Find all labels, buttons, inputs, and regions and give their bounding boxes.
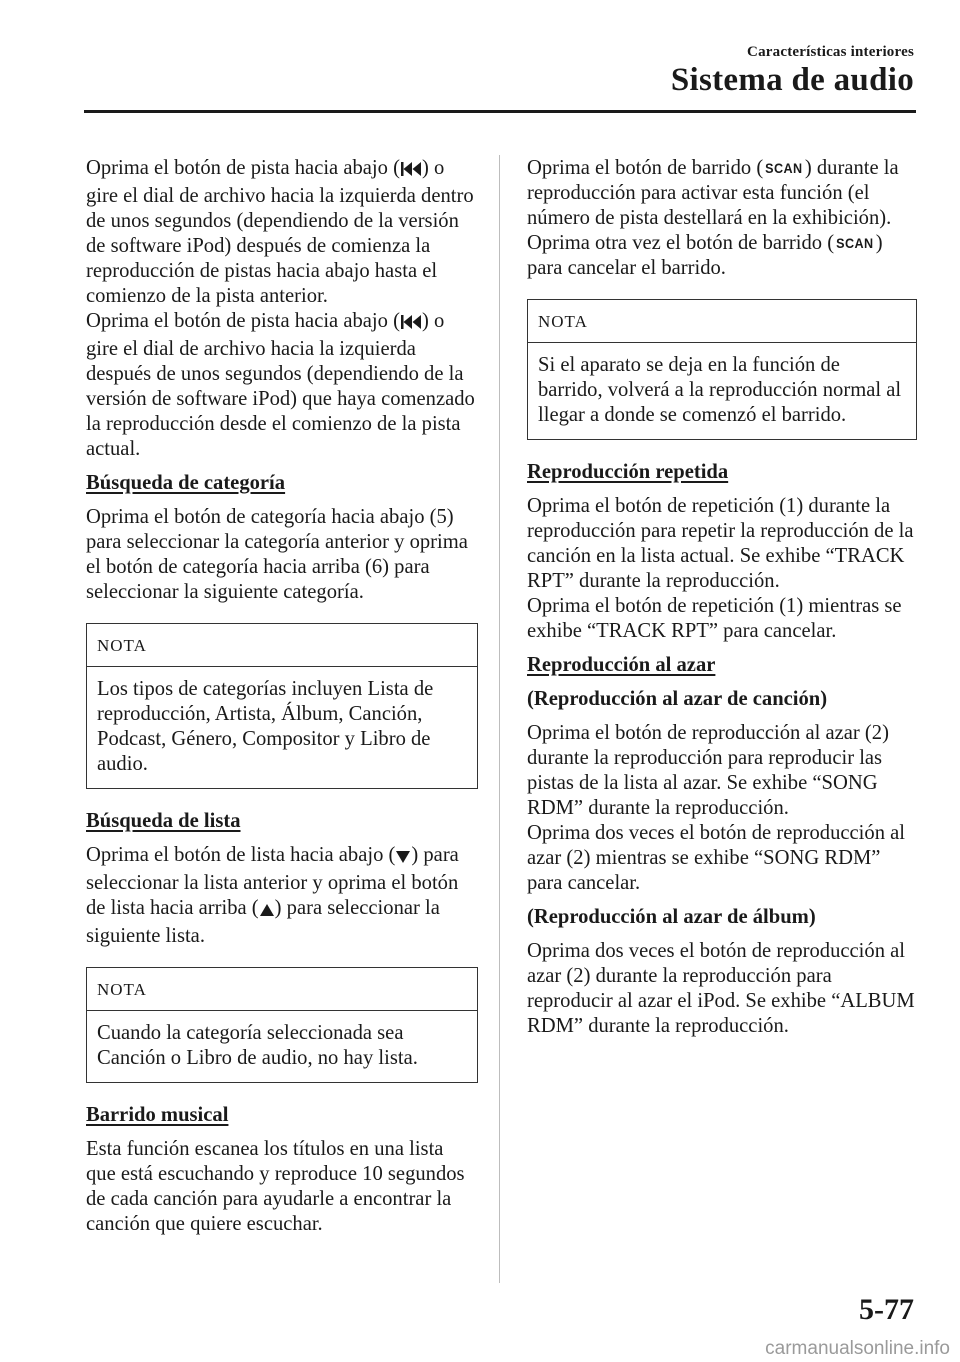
right-column xyxy=(527,156,917,1048)
left-column xyxy=(86,156,478,1246)
paragraph-previous-track: Oprima el botón de pista hacia abajo ( ) o gire el dial de archivo hacia la izquierda dentro de unos segundos (dependiendo de la versión de software iPod) después de comienza la reproducción de pistas hacia abajo hasta el comienzo de la pista anterior. xyxy=(86,157,474,307)
paragraph-random-song-2: Oprima dos veces el botón de reproducción al azar (2) mientras se exhibe “SONG RDM” para cancelar. xyxy=(527,822,905,894)
note-label: NOTA xyxy=(87,624,477,667)
paragraph-scan-button: Oprima el botón de barrido ( SCAN ) durante la reproducción para activar esta función (el número de pista destellará en la exhibición). Oprima otra vez el botón de barrido ( SCAN ) para cancelar el barrido. xyxy=(527,157,899,279)
note-box-scan xyxy=(527,299,917,440)
header-rule xyxy=(84,110,916,113)
triangle-up-icon xyxy=(259,899,275,924)
subheading-random-song: (Reproducción al azar de canción) xyxy=(527,688,828,710)
note-label: NOTA xyxy=(528,300,916,343)
watermark: carmanualsonline.info xyxy=(765,1338,950,1359)
paragraph-random-album: Oprima dos veces el botón de reproducción al azar (2) durante la reproducción para reproducir al azar el iPod. Se exhibe “ALBUM RDM” durante la reproducción. xyxy=(527,940,915,1037)
note-text: Los tipos de categorías incluyen Lista de reproducción, Artista, Álbum, Canción, Podcast, Género, Compositor y Libro de audio. xyxy=(97,678,434,775)
paragraph-category-search: Oprima el botón de categoría hacia abajo (5) para seleccionar la categoría anterior y oprima el botón de categoría hacia arriba (6) para seleccionar la siguiente categoría. xyxy=(86,506,468,603)
note-text: Cuando la categoría seleccionada sea Canción o Libro de audio, no hay lista. xyxy=(97,1022,418,1069)
paragraph-restart-track: Oprima el botón de pista hacia abajo ( ) o gire el dial de archivo hacia la izquierda después de unos segundos (dependiendo de la versión de software iPod) que haya comenzado la reproducción desde el comienzo de la pista actual. xyxy=(86,310,475,460)
note-box-list xyxy=(86,967,478,1083)
page-number: 5-77 xyxy=(859,1293,914,1326)
page-title: Sistema de audio xyxy=(670,62,914,98)
heading-repeat-play: Reproducción repetida xyxy=(527,461,729,483)
scan-icon: SCAN xyxy=(765,160,803,176)
heading-list-search: Búsqueda de lista xyxy=(86,810,241,832)
track-down-icon xyxy=(400,312,422,337)
section-label: Características interiores xyxy=(747,44,914,60)
track-down-icon xyxy=(400,159,422,184)
column-divider xyxy=(499,155,500,1283)
note-text: Si el aparato se deja en la función de barrido, volverá a la reproducción normal al llegar a donde se comenzó el barrido. xyxy=(538,354,902,426)
triangle-down-icon xyxy=(395,846,411,871)
paragraph-music-scan: Esta función escanea los títulos en una lista que está escuchando y reproduce 10 segundos de cada canción para ayudarle a encontrar la canción que quiere escuchar. xyxy=(86,1138,465,1235)
heading-random-play: Reproducción al azar xyxy=(527,654,716,676)
paragraph-random-song-1: Oprima el botón de reproducción al azar (2) durante la reproducción para reproducir las pistas de la lista al azar. Se exhibe “SONG RDM” durante la reproducción. xyxy=(527,722,889,819)
paragraph-list-search: Oprima el botón de lista hacia abajo ( ) para seleccionar la lista anterior y oprima el botón de lista hacia arriba ( ) para seleccionar la siguiente lista. xyxy=(86,844,459,947)
heading-music-scan: Barrido musical xyxy=(86,1104,229,1126)
scan-icon: SCAN xyxy=(836,235,874,251)
note-label: NOTA xyxy=(87,968,477,1011)
subheading-random-album: (Reproducción al azar de álbum) xyxy=(527,906,816,928)
note-box-categories xyxy=(86,623,478,789)
heading-category-search: Búsqueda de categoría xyxy=(86,472,286,494)
paragraph-repeat-2: Oprima el botón de repetición (1) mientras se exhibe “TRACK RPT” para cancelar. xyxy=(527,595,902,642)
paragraph-repeat-1: Oprima el botón de repetición (1) durante la reproducción para repetir la reproducción de la canción en la lista actual. Se exhibe “TRACK RPT” durante la reproducción. xyxy=(527,495,914,592)
